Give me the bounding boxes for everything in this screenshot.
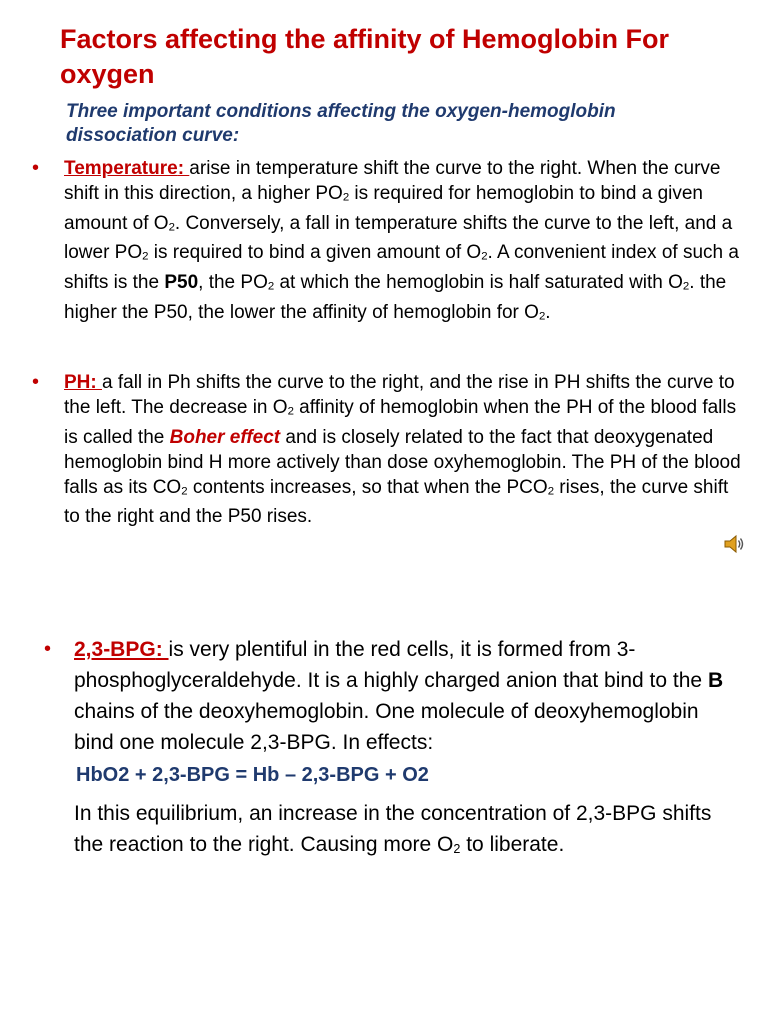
equation: HbO2 + 2,3-BPG = Hb – 2,3-BPG + O2 (76, 764, 429, 786)
boher-effect-term: Boher effect (169, 426, 281, 448)
b-chain-term: B (707, 669, 724, 692)
slide-subtitle: Three important conditions affecting the oxygen-hemoglobin dissociation curve: (66, 101, 616, 146)
bpg-label: 2,3-BPG: (74, 638, 169, 661)
speaker-icon[interactable] (722, 532, 746, 556)
temperature-label: Temperature: (64, 158, 190, 179)
slide-title: Factors affecting the affinity of Hemoglobin For oxygen (60, 24, 670, 89)
bullet-marker: • (32, 371, 40, 393)
bullet-temperature: • Temperature: arise in temperature shift the curve to the right. When the curve shift in this direction, a higher $PO_2$ is required for hemoglobin to bind a given amount of $O_2$. Conversely, a fall in temperature shifts the curve to the left, and a lower $PO_2$ is required to bind a given amount of $O_2$. A convenient index of such a shifts is the P50, the $PO_2$ at which the hemoglobin is half saturated with $O_2$. the higher the P50, the lower the affinity of hemoglobin for $O_2$. (32, 157, 739, 323)
ph-label: PH: (64, 372, 102, 393)
bullet-ph: • PH: a fall in Ph shifts the curve to the right, and the rise in PH shifts the curve to the left. The decrease in $O_2$ affinity of hemoglobin when the PH of the blood falls is called the Boher effect and is closely related to the fact that deoxygenated hemoglobin bind H more actively than dose oxyhemoglobin. The PH of the blood falls as its $CO_2$ contents increases, so that when the $PCO_2$ rises, the curve shift to the right and the P50 rises. (32, 371, 741, 528)
bullet-marker: • (32, 157, 40, 179)
bullet-bpg: • 2,3-BPG: is very plentiful in the red cells, it is formed from 3-phosphoglyceraldehyde. It is a highly charged anion that bind to the B chains of the deoxyhemoglobin. One molecule of deoxyhemoglobin bind one molecule 2,3-BPG. In effects: (74, 634, 724, 758)
p50-term: P50 (164, 272, 199, 294)
bullet-marker: • (44, 638, 52, 660)
closing-paragraph: In this equilibrium, an increase in the concentration of 2,3-BPG shifts the reaction to the right. Causing more $O_2$ to liberate. (74, 802, 712, 856)
